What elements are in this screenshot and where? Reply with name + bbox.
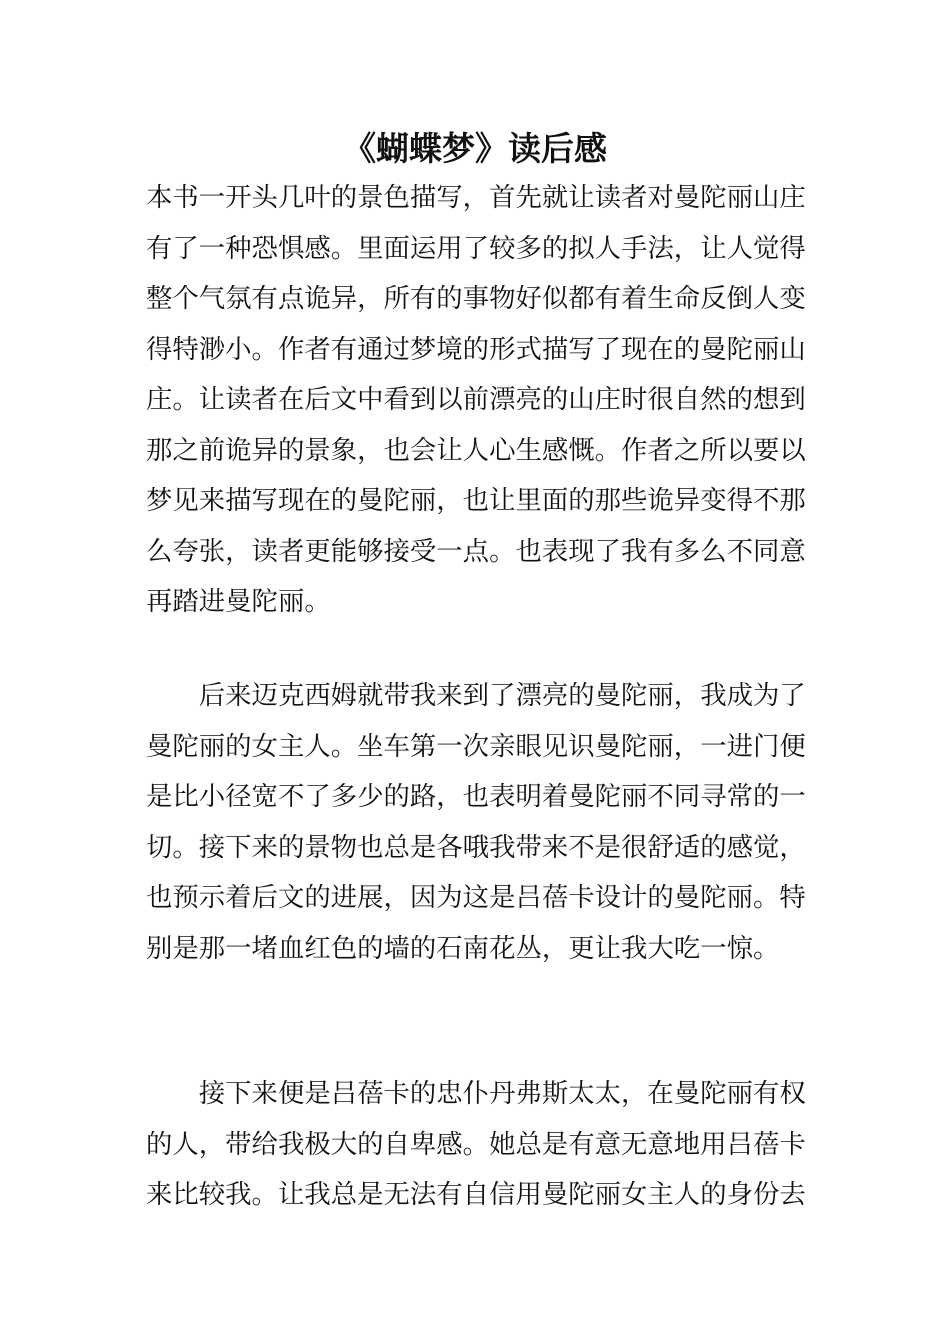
text-line: 也预示着后文的进展，因为这是吕蓓卡设计的曼陀丽。特: [146, 882, 806, 913]
text-line: 别是那一堵血红色的墙的石南花丛，更让我大吃一惊。: [146, 932, 780, 964]
text-line: 切。接下来的景物也总是各哦我带来不是很舒适的感觉，: [146, 831, 806, 863]
text-line: 接下来便是吕蓓卡的忠仆丹弗斯太太，在曼陀丽有权: [146, 1078, 806, 1109]
paragraph-2: [146, 671, 806, 974]
text-line: 么夸张，读者更能够接受一点。也表现了我有多么不同意: [146, 535, 806, 567]
text-line: 的人，带给我极大的自卑感。她总是有意无意地用吕蓓卡: [146, 1128, 806, 1160]
text-line: 整个气氛有点诡异，所有的事物好似都有着生命反倒人变: [146, 283, 806, 314]
paragraph-3: [146, 1069, 806, 1221]
text-line: 再踏进曼陀丽。: [146, 586, 331, 617]
text-line: 庄。让读者在后文中看到以前漂亮的山庄时很自然的想到: [146, 384, 806, 415]
text-line: 来比较我。让我总是无法有自信用曼陀丽女主人的身份去: [146, 1179, 806, 1210]
document-title: 《蝴蝶梦》读后感: [343, 129, 607, 168]
text-line: 后来迈克西姆就带我来到了漂亮的曼陀丽，我成为了: [146, 680, 806, 711]
text-line: 是比小径宽不了多少的路，也表明着曼陀丽不同寻常的一: [146, 781, 806, 812]
text-line: 曼陀丽的女主人。坐车第一次亲眼见识曼陀丽，一进门便: [146, 730, 806, 762]
text-line: 梦见来描写现在的曼陀丽，也让里面的那些诡异变得不那: [146, 485, 806, 516]
text-line: 有了一种恐惧感。里面运用了较多的拟人手法，让人觉得: [146, 232, 806, 264]
paragraph-1: [146, 173, 806, 628]
text-line: 那之前诡异的景象，也会让人心生感慨。作者之所以要以: [146, 434, 806, 466]
text-line: 得特渺小。作者有通过梦境的形式描写了现在的曼陀丽山: [146, 333, 806, 365]
text-line: 本书一开头几叶的景色描写，首先就让读者对曼陀丽山庄: [146, 182, 806, 213]
